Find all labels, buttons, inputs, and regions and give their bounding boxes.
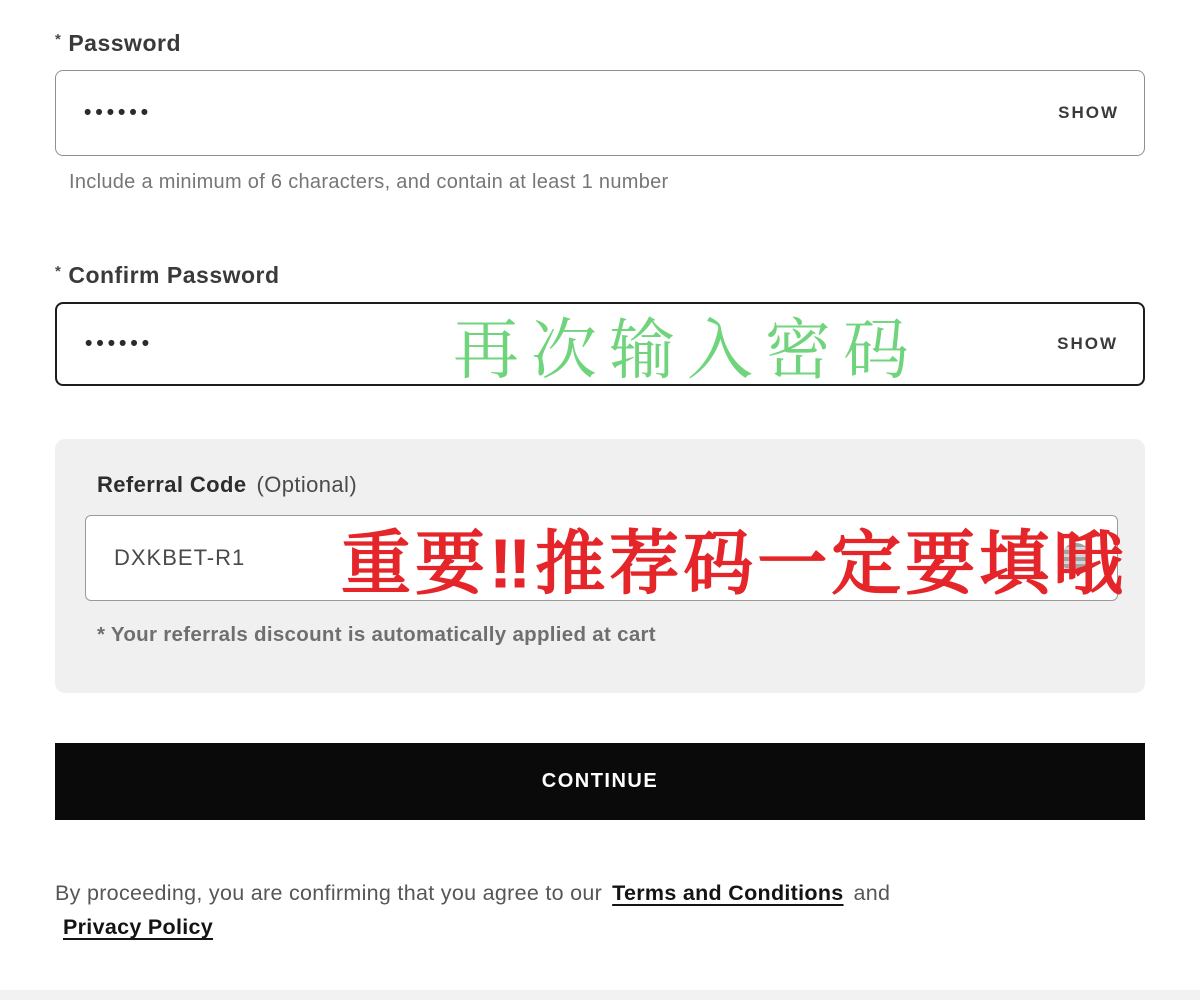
password-show-button[interactable]: SHOW — [1058, 103, 1119, 122]
footer-conjunction: and — [853, 881, 891, 905]
referral-label — [97, 472, 1118, 498]
referral-label-text: Referral Code — [97, 472, 247, 497]
referral-panel — [55, 439, 1145, 693]
referral-optional-label: (Optional) — [256, 472, 358, 497]
required-asterisk: * — [55, 31, 62, 48]
referral-input-box — [85, 515, 1128, 603]
autofill-icon[interactable] — [1061, 543, 1091, 573]
bottom-strip — [0, 990, 1200, 1000]
continue-button[interactable]: CONTINUE — [55, 743, 1145, 820]
password-label — [55, 30, 1145, 57]
confirm-password-label-text: Confirm Password — [68, 262, 280, 288]
password-input-box — [55, 70, 1145, 156]
confirm-password-input[interactable] — [85, 332, 1057, 356]
referral-helper: * Your referrals discount is automatically applied at cart — [97, 623, 656, 646]
password-helper: Include a minimum of 6 characters, and contain at least 1 number — [69, 171, 669, 193]
footer-text — [55, 876, 1145, 944]
confirm-password-label — [55, 262, 1145, 289]
password-input[interactable] — [84, 101, 1058, 125]
confirm-password-annotation: 再次输入密码 — [453, 312, 921, 387]
footer-prefix: By proceeding, you are confirming that you agree to our — [55, 881, 603, 905]
referral-annotation: 重要‼推荐码一定要填哦 — [341, 524, 1128, 603]
referral-code-input[interactable] — [114, 545, 1092, 571]
password-label-text: Password — [68, 30, 181, 56]
terms-link[interactable]: Terms and Conditions — [612, 881, 844, 905]
signup-form — [55, 0, 1145, 944]
privacy-link[interactable]: Privacy Policy — [63, 915, 214, 939]
confirm-password-show-button[interactable]: SHOW — [1057, 334, 1118, 353]
required-asterisk: * — [55, 263, 62, 280]
confirm-password-input-box — [55, 302, 1145, 386]
